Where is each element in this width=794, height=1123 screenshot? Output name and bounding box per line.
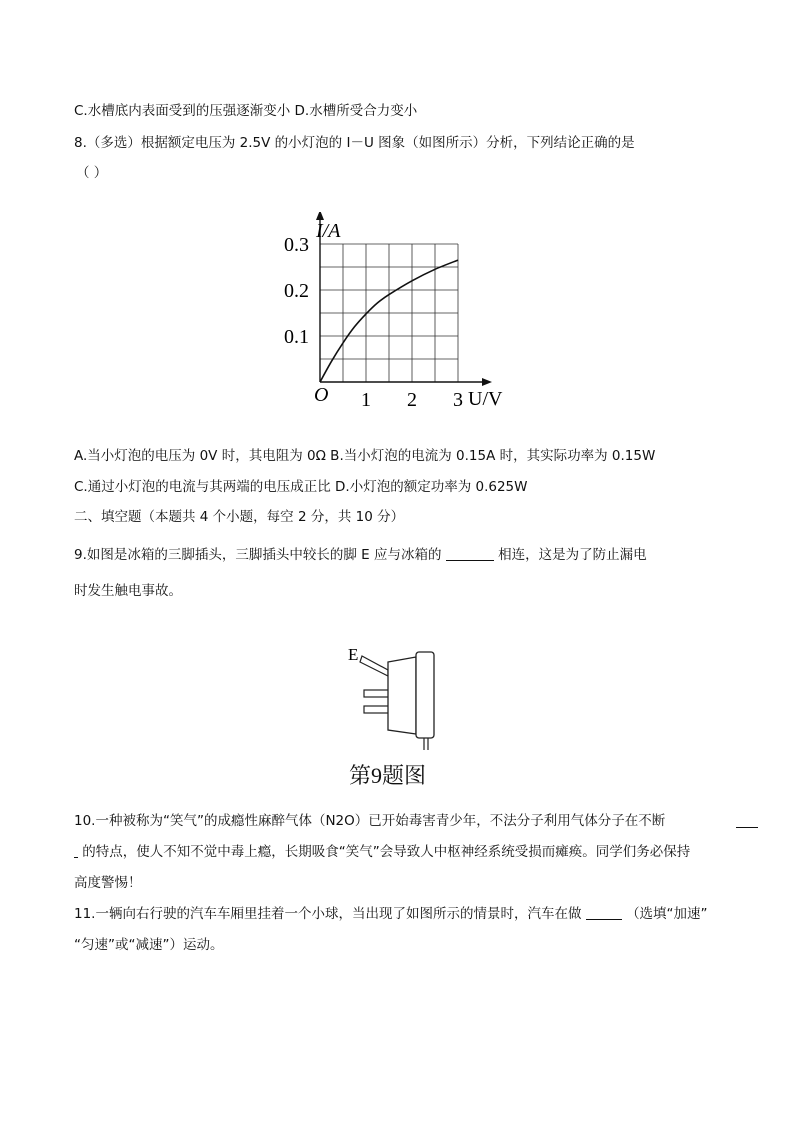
q9-text-before: 9.如图是冰箱的三脚插头，三脚插头中较长的脚 E 应与冰箱的 xyxy=(74,547,442,563)
pin-e-label: E xyxy=(348,645,359,664)
q11-line2: “匀速”或“减速”）运动。 xyxy=(74,937,224,953)
axes xyxy=(316,212,492,386)
q11-line1 xyxy=(74,904,708,924)
q8-options-cd: C.通过小灯泡的电流与其两端的电压成正比 D.小灯泡的额定功率为 0.625W xyxy=(74,479,528,495)
q9-line2: 时发生触电事故。 xyxy=(74,583,182,599)
y-axis-arrow xyxy=(316,212,324,220)
q8-answer-paren: （ ） xyxy=(76,165,108,181)
x-axis-label: U/V xyxy=(468,388,503,410)
x-tick-label: 1 xyxy=(361,389,371,411)
q10-line1: 10.一种被称为“笑气”的成瘾性麻醉气体（N2O）已开始毒害青少年，不法分子利用气体分子在不断 xyxy=(74,813,666,829)
q8-stem: 8.（多选）根据额定电压为 2.5V 的小灯泡的 I－U 图象（如图所示）分析，下列结论正确的是 xyxy=(74,135,635,151)
iu-chart xyxy=(278,212,518,412)
plug-body xyxy=(388,657,416,734)
y-tick-label: 0.1 xyxy=(284,326,309,348)
y-tick-label: 0.2 xyxy=(284,280,309,302)
section-heading-fill-blank: 二、填空题（本题共 4 个小题，每空 2 分，共 10 分） xyxy=(74,509,405,525)
x-axis-arrow xyxy=(482,378,492,386)
q7-options-cd: C.水槽底内表面受到的压强逐渐变小 D.水槽所受合力变小 xyxy=(74,103,418,119)
q9-figure-caption: 第9题图 xyxy=(349,763,427,788)
q8-options-ab: A.当小灯泡的电压为 0V 时，其电阻为 0Ω B.当小灯泡的电流为 0.15A 时，其实际功率为 0.15W xyxy=(74,448,656,464)
q10-answer-blank-start[interactable] xyxy=(74,843,78,858)
q11-answer-blank[interactable] xyxy=(586,905,622,920)
y-axis-label: I/A xyxy=(316,220,341,242)
y-tick-label: 0.3 xyxy=(284,234,309,256)
q10-answer-blank-end[interactable] xyxy=(736,813,758,828)
q10-line3: 高度警惕！ xyxy=(74,875,142,891)
origin-label: O xyxy=(314,384,329,406)
x-tick-label: 3 xyxy=(453,389,463,411)
three-pin-plug-figure xyxy=(340,640,460,750)
q9-answer-blank[interactable] xyxy=(446,546,494,561)
q10-line2-text: 的特点，使人不知不觉中毒上瘾，长期吸食“笑气”会导致人中枢神经系统受损而瘫痪。同学们务必保持 xyxy=(82,844,691,860)
q9-line1 xyxy=(74,545,647,565)
q11-text-after: （选填“加速” xyxy=(626,906,708,922)
grid-lines xyxy=(320,244,458,382)
pin-e xyxy=(360,656,388,676)
q10-line2 xyxy=(74,842,690,862)
q11-text-before: 11.一辆向右行驶的汽车车厢里挂着一个小球，当出现了如图所示的情景时，汽车在做 xyxy=(74,906,582,922)
plug-face xyxy=(416,652,434,738)
x-tick-label: 2 xyxy=(407,389,417,411)
q9-text-after: 相连，这是为了防止漏电 xyxy=(498,547,647,563)
